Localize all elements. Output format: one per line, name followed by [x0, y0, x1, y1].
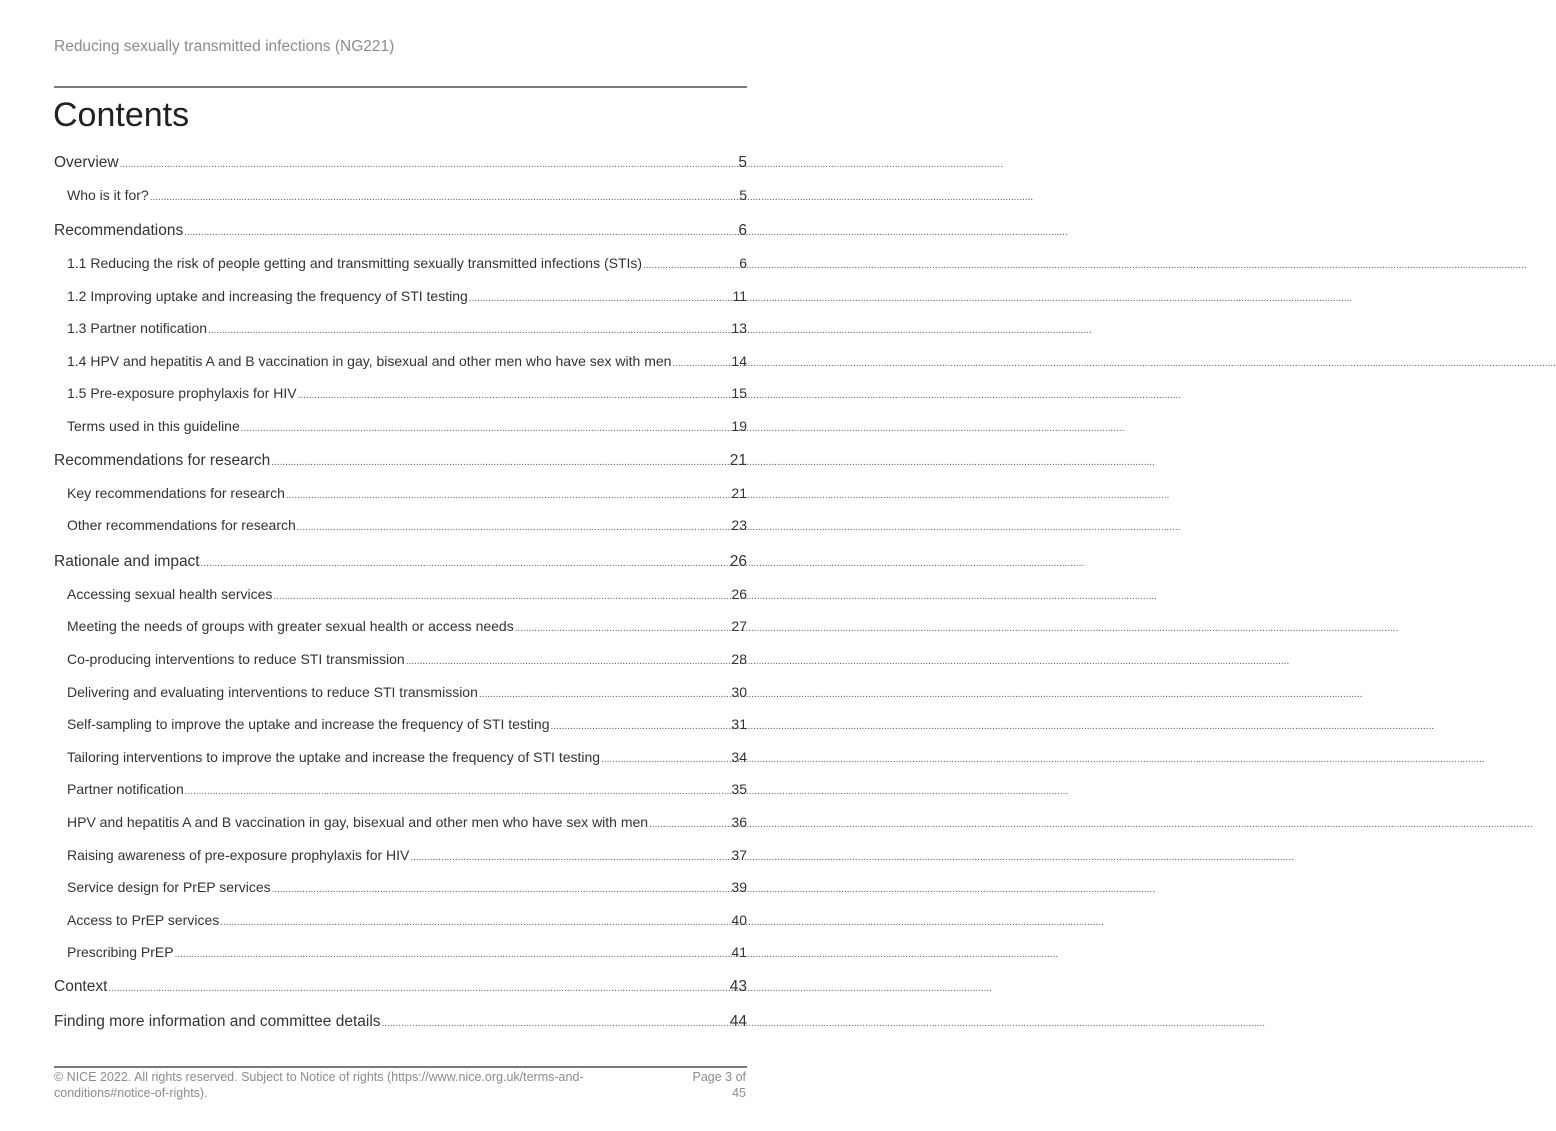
toc-dot-leader [643, 260, 725, 271]
toc-page-number: 11 [732, 288, 747, 304]
toc-dot-leader [286, 490, 725, 501]
toc-entry-title: Key recommendations for research [67, 485, 285, 501]
toc-entry-title: Delivering and evaluating interventions to reduce STI transmission [67, 684, 478, 700]
toc-entry-title: Co-producing interventions to reduce STI transmission [67, 651, 405, 667]
toc-entry-title: 1.2 Improving uptake and increasing the frequency of STI testing [67, 288, 468, 304]
toc-entry-title: Self-sampling to improve the uptake and increase the frequency of STI testing [67, 716, 550, 732]
footer-copyright: © NICE 2022. All rights reserved. Subject to Notice of rights (https://www.nice.org.uk/terms-and-conditions#notice-of-rights). [54, 1070, 584, 1100]
toc-page-number: 6 [739, 255, 747, 271]
toc-dot-leader [273, 591, 725, 602]
toc-entry-title: 1.5 Pre-exposure prophylaxis for HIV [67, 385, 297, 401]
toc-dot-leader [108, 983, 725, 994]
toc-entry-title: HPV and hepatitis A and B vaccination in gay, bisexual and other men who have sex with men [67, 814, 649, 830]
toc-page-number: 6 [738, 222, 747, 239]
toc-subsection-link[interactable] [54, 288, 747, 304]
toc-section-link[interactable] [54, 154, 747, 172]
toc-entry-title: Recommendations [54, 222, 184, 239]
toc-page-number: 36 [731, 814, 747, 830]
toc-subsection-link[interactable] [54, 944, 747, 960]
toc-page-number: 19 [731, 418, 747, 434]
toc-page-number: 39 [731, 879, 747, 895]
toc-dot-leader [406, 656, 725, 667]
toc-subsection-link[interactable] [54, 320, 747, 336]
toc-entry-title: 1.1 Reducing the risk of people getting and transmitting sexually transmitted infections (STIs) [67, 255, 643, 271]
toc-dot-leader [672, 358, 725, 369]
toc-subsection-link[interactable] [54, 618, 747, 634]
toc-entry-title: Service design for PrEP services [67, 879, 271, 895]
toc-entry-title: Recommendations for research [54, 452, 271, 469]
toc-subsection-link[interactable] [54, 716, 747, 732]
toc-dot-leader [410, 852, 725, 863]
toc-subsection-link[interactable] [54, 485, 747, 501]
toc-dot-leader [479, 689, 725, 700]
toc-dot-leader [649, 819, 725, 830]
footer-page-number: Page 3 of 45 [692, 1070, 746, 1100]
toc-dot-leader [241, 423, 725, 434]
toc-page-number: 26 [731, 586, 747, 602]
toc-subsection-link[interactable] [54, 814, 747, 830]
toc-page-number: 14 [731, 353, 747, 369]
toc-page-number: 41 [731, 944, 747, 960]
toc-subsection-link[interactable] [54, 385, 747, 401]
toc-page-number: 43 [729, 978, 747, 995]
toc-subsection-link[interactable] [54, 651, 747, 667]
toc-subsection-link[interactable] [54, 517, 747, 533]
toc-entry-title: Access to PrEP services [67, 912, 220, 928]
toc-dot-leader [271, 457, 725, 468]
running-header-title: Reducing sexually transmitted infections (NG221) [54, 38, 395, 55]
toc-entry-title: Who is it for? [67, 187, 149, 203]
footer-divider [54, 1066, 747, 1068]
toc-section-link[interactable] [54, 222, 747, 240]
toc-page-number: 15 [731, 385, 747, 401]
toc-dot-leader [208, 325, 725, 336]
toc-dot-leader [515, 623, 725, 634]
toc-entry-title: Accessing sexual health services [67, 586, 273, 602]
toc-page-number: 37 [731, 847, 747, 863]
toc-entry-title: Prescribing PrEP [67, 944, 174, 960]
toc-page-number: 27 [731, 618, 747, 634]
toc-dot-leader [601, 754, 725, 765]
toc-dot-leader [150, 192, 725, 203]
toc-page-number: 31 [731, 716, 747, 732]
toc-dot-leader [272, 884, 725, 895]
toc-dot-leader [469, 293, 725, 304]
toc-page-number: 21 [729, 452, 747, 469]
toc-page-number: 44 [729, 1013, 747, 1030]
toc-page-number: 40 [731, 912, 747, 928]
toc-entry-title: Partner notification [67, 781, 184, 797]
toc-dot-leader [382, 1018, 725, 1029]
toc-entry-title: Overview [54, 154, 119, 171]
toc-page-number: 21 [731, 485, 747, 501]
toc-subsection-link[interactable] [54, 586, 747, 602]
toc-subsection-link[interactable] [54, 879, 747, 895]
toc-entry-title: Raising awareness of pre-exposure prophylaxis for HIV [67, 847, 410, 863]
toc-page-number: 5 [739, 187, 747, 203]
toc-page-number: 23 [731, 517, 747, 533]
toc-page-number: 35 [731, 781, 747, 797]
toc-entry-title: Meeting the needs of groups with greater sexual health or access needs [67, 618, 514, 634]
toc-section-link[interactable] [54, 452, 747, 470]
header-divider [54, 86, 747, 88]
toc-subsection-link[interactable] [54, 847, 747, 863]
toc-page-number: 5 [738, 154, 747, 171]
toc-entry-title: Context [54, 978, 108, 995]
toc-subsection-link[interactable] [54, 912, 747, 928]
toc-entry-title: 1.4 HPV and hepatitis A and B vaccination in gay, bisexual and other men who have sex with men [67, 353, 672, 369]
toc-entry-title: 1.3 Partner notification [67, 320, 208, 336]
toc-subsection-link[interactable] [54, 353, 747, 369]
toc-section-link[interactable] [54, 1013, 747, 1031]
toc-dot-leader [298, 390, 725, 401]
toc-entry-title: Finding more information and committee details [54, 1013, 381, 1030]
toc-dot-leader [185, 786, 725, 797]
toc-page-number: 13 [731, 320, 747, 336]
toc-subsection-link[interactable] [54, 255, 747, 271]
toc-subsection-link[interactable] [54, 187, 747, 203]
toc-entry-title: Rationale and impact [54, 553, 200, 570]
toc-subsection-link[interactable] [54, 418, 747, 434]
toc-dot-leader [184, 227, 725, 238]
toc-page-number: 28 [731, 651, 747, 667]
page-title: Contents [53, 96, 190, 134]
toc-section-link[interactable] [54, 978, 747, 996]
toc-subsection-link[interactable] [54, 684, 747, 700]
toc-subsection-link[interactable] [54, 781, 747, 797]
toc-section-link[interactable] [54, 553, 747, 571]
toc-dot-leader [175, 949, 725, 960]
toc-entry-title: Terms used in this guideline [67, 418, 240, 434]
toc-entry-title: Other recommendations for research [67, 517, 296, 533]
toc-dot-leader [551, 721, 726, 732]
toc-dot-leader [201, 558, 725, 569]
toc-page-number: 26 [729, 553, 747, 570]
toc-entry-title: Tailoring interventions to improve the uptake and increase the frequency of STI testing [67, 749, 601, 765]
toc-page-number: 30 [731, 684, 747, 700]
toc-dot-leader [297, 522, 725, 533]
toc-dot-leader [120, 159, 725, 170]
toc-page-number: 34 [731, 749, 747, 765]
toc-dot-leader [220, 917, 725, 928]
toc-subsection-link[interactable] [54, 749, 747, 765]
